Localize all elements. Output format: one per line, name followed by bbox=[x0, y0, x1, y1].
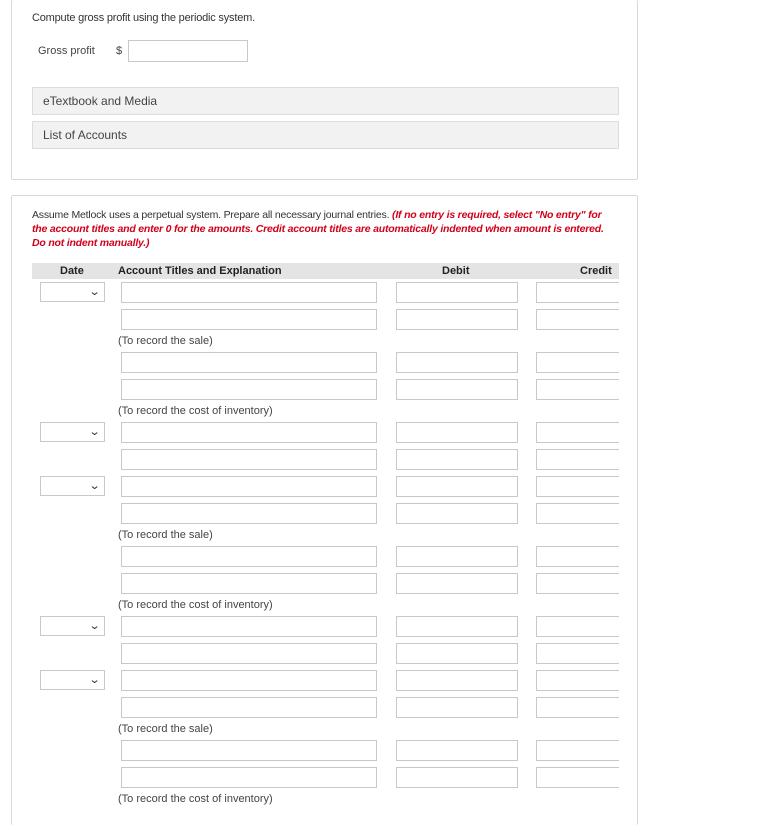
date-column-header: Date bbox=[60, 265, 84, 277]
etextbook-media-link[interactable]: eTextbook and Media bbox=[32, 87, 619, 115]
account-title-input[interactable] bbox=[121, 697, 377, 718]
account-title-input[interactable] bbox=[121, 670, 377, 691]
cost-note: (To record the cost of inventory) bbox=[118, 793, 273, 805]
perpetual-instruction-note: (If no entry is required, select "No entry" for the account titles and enter 0 for the amounts. Credit account titles are automatically indented when amount is entered. Do not indent manually.) bbox=[32, 209, 604, 249]
debit-input[interactable] bbox=[396, 616, 518, 637]
debit-input[interactable] bbox=[396, 740, 518, 761]
journal-row bbox=[12, 476, 639, 498]
periodic-panel bbox=[11, 0, 638, 180]
journal-row bbox=[12, 379, 639, 401]
journal-table-header bbox=[32, 263, 619, 279]
date-dropdown[interactable] bbox=[40, 670, 105, 690]
journal-row bbox=[12, 740, 639, 762]
credit-input[interactable] bbox=[536, 670, 619, 691]
account-title-input[interactable] bbox=[121, 767, 377, 788]
debit-input[interactable] bbox=[396, 697, 518, 718]
journal-row bbox=[12, 546, 639, 568]
credit-input[interactable] bbox=[536, 476, 619, 497]
credit-input[interactable] bbox=[536, 546, 619, 567]
debit-input[interactable] bbox=[396, 643, 518, 664]
debit-input[interactable] bbox=[396, 573, 518, 594]
account-title-input[interactable] bbox=[121, 449, 377, 470]
credit-input[interactable] bbox=[536, 767, 619, 788]
currency-symbol: $ bbox=[116, 45, 123, 57]
credit-input[interactable] bbox=[536, 643, 619, 664]
debit-input[interactable] bbox=[396, 476, 518, 497]
cost-note: (To record the cost of inventory) bbox=[118, 599, 273, 611]
perpetual-instruction bbox=[32, 208, 612, 250]
journal-row bbox=[12, 670, 639, 692]
list-of-accounts-link[interactable]: List of Accounts bbox=[32, 121, 619, 149]
date-dropdown[interactable] bbox=[40, 422, 105, 442]
credit-input[interactable] bbox=[536, 379, 619, 400]
chevron-down-icon: ⌄ bbox=[88, 674, 101, 686]
debit-input[interactable] bbox=[396, 282, 518, 303]
account-title-input[interactable] bbox=[121, 740, 377, 761]
journal-row bbox=[12, 697, 639, 719]
periodic-instruction: Compute gross profit using the periodic system. bbox=[32, 12, 255, 24]
journal-row bbox=[12, 767, 639, 789]
perpetual-panel bbox=[11, 195, 638, 825]
chevron-down-icon: ⌄ bbox=[88, 286, 101, 298]
date-dropdown[interactable] bbox=[40, 282, 105, 302]
journal-row bbox=[12, 422, 639, 444]
debit-column-header: Debit bbox=[442, 265, 470, 277]
debit-input[interactable] bbox=[396, 767, 518, 788]
credit-input[interactable] bbox=[536, 573, 619, 594]
debit-input[interactable] bbox=[396, 503, 518, 524]
account-title-input[interactable] bbox=[121, 503, 377, 524]
credit-input[interactable] bbox=[536, 740, 619, 761]
journal-row bbox=[12, 352, 639, 374]
account-title-input[interactable] bbox=[121, 422, 377, 443]
journal-row bbox=[12, 503, 639, 525]
chevron-down-icon: ⌄ bbox=[88, 426, 101, 438]
debit-input[interactable] bbox=[396, 422, 518, 443]
account-title-input[interactable] bbox=[121, 379, 377, 400]
chevron-down-icon: ⌄ bbox=[88, 480, 101, 492]
credit-input[interactable] bbox=[536, 616, 619, 637]
account-title-input[interactable] bbox=[121, 616, 377, 637]
debit-input[interactable] bbox=[396, 670, 518, 691]
credit-input[interactable] bbox=[536, 282, 619, 303]
credit-input[interactable] bbox=[536, 309, 619, 330]
credit-input[interactable] bbox=[536, 449, 619, 470]
journal-row bbox=[12, 282, 639, 304]
account-title-input[interactable] bbox=[121, 309, 377, 330]
credit-input[interactable] bbox=[536, 697, 619, 718]
debit-input[interactable] bbox=[396, 352, 518, 373]
debit-input[interactable] bbox=[396, 449, 518, 470]
chevron-down-icon: ⌄ bbox=[88, 620, 101, 632]
credit-input[interactable] bbox=[536, 503, 619, 524]
account-title-input[interactable] bbox=[121, 476, 377, 497]
credit-input[interactable] bbox=[536, 352, 619, 373]
gross-profit-input[interactable] bbox=[128, 40, 248, 62]
journal-row bbox=[12, 573, 639, 595]
gross-profit-label: Gross profit bbox=[38, 45, 95, 57]
account-column-header: Account Titles and Explanation bbox=[118, 265, 282, 277]
debit-input[interactable] bbox=[396, 379, 518, 400]
debit-input[interactable] bbox=[396, 309, 518, 330]
credit-column-header: Credit bbox=[580, 265, 612, 277]
journal-row bbox=[12, 309, 639, 331]
sale-note: (To record the sale) bbox=[118, 723, 213, 735]
account-title-input[interactable] bbox=[121, 282, 377, 303]
date-dropdown[interactable] bbox=[40, 476, 105, 496]
journal-row bbox=[12, 643, 639, 665]
sale-note: (To record the sale) bbox=[118, 529, 213, 541]
perpetual-instruction-text: Assume Metlock uses a perpetual system. Prepare all necessary journal entries. bbox=[32, 209, 390, 221]
account-title-input[interactable] bbox=[121, 546, 377, 567]
journal-row bbox=[12, 449, 639, 471]
journal-row bbox=[12, 616, 639, 638]
account-title-input[interactable] bbox=[121, 643, 377, 664]
sale-note: (To record the sale) bbox=[118, 335, 213, 347]
cost-note: (To record the cost of inventory) bbox=[118, 405, 273, 417]
credit-input[interactable] bbox=[536, 422, 619, 443]
date-dropdown[interactable] bbox=[40, 616, 105, 636]
debit-input[interactable] bbox=[396, 546, 518, 567]
account-title-input[interactable] bbox=[121, 573, 377, 594]
account-title-input[interactable] bbox=[121, 352, 377, 373]
